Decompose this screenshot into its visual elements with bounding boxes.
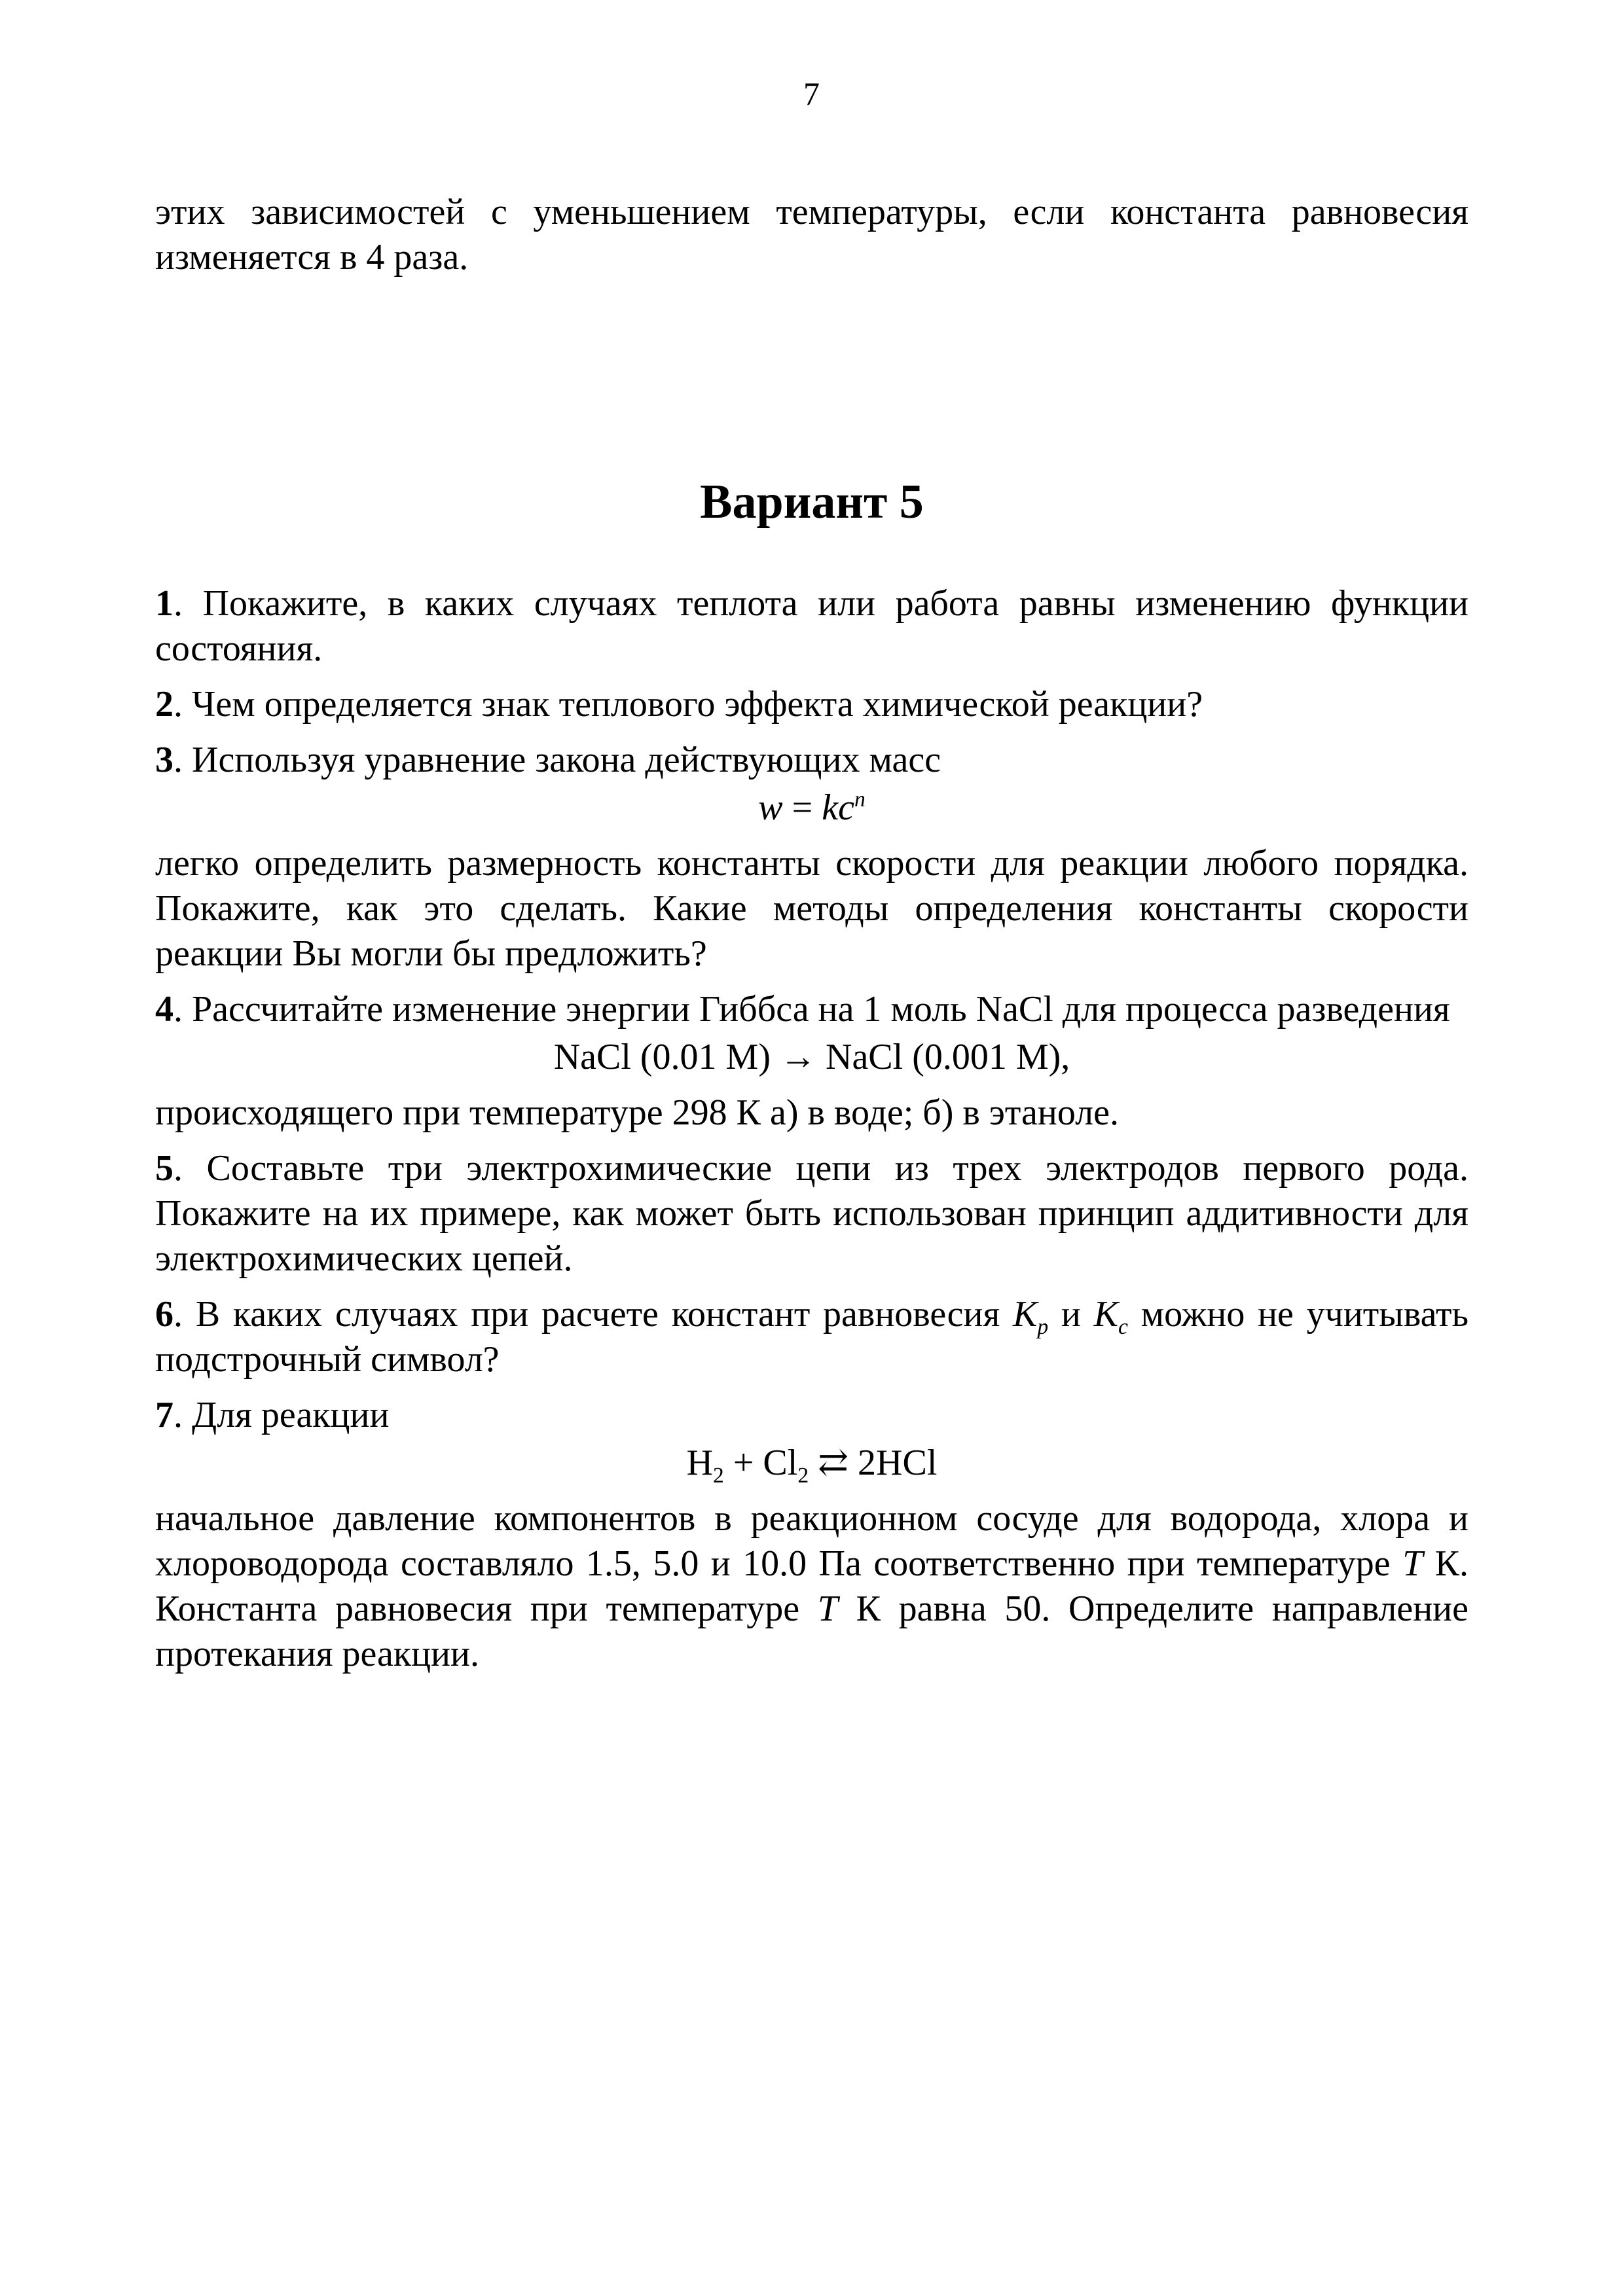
question-1-text (155, 581, 1468, 672)
kp-symbol: K (1013, 1294, 1038, 1335)
dilution-formula: NaCl (0.01 M) → NaCl (0.001 M), (553, 1037, 1070, 1077)
question-text: . В каких случаях при расчете констант равновесия (173, 1294, 1013, 1335)
equilibrium-arrow-icon: ⇄ (809, 1443, 858, 1483)
page-content (155, 190, 1468, 1687)
question-number: 6 (155, 1294, 173, 1335)
question-text: . Покажите, в каких случаях теплота или работа равны изменению функции состояния. (155, 583, 1468, 669)
question-4-text (155, 987, 1468, 1032)
question-5-text (155, 1146, 1468, 1282)
continuation-text: начальное давление компонентов в реакционном сосуде для водорода, хлора и хлороводорода составляло 1.5, 5.0 и 10.0 Па соответственно при температуре (155, 1498, 1468, 1584)
question-number: 4 (155, 989, 173, 1030)
temperature-symbol: T (1402, 1543, 1423, 1584)
question-number: 7 (155, 1395, 173, 1435)
question-7-text (155, 1393, 1468, 1438)
temperature-symbol: T (817, 1588, 838, 1629)
question-3-text (155, 738, 1468, 783)
question-2 (155, 682, 1468, 727)
formula-hydrogen: H (686, 1443, 714, 1483)
continuation-text: К. Константа равновесия при температуре (155, 1543, 1468, 1629)
question-text: . Составьте три электрохимические цепи из трех электродов первого рода. Покажите на их примере, как может быть использован принцип аддитивности для электрохимических цепей. (155, 1148, 1468, 1279)
question-text: . Используя уравнение закона действующих масс (173, 740, 941, 780)
question-text: . Чем определяется знак теплового эффекта химической реакции? (173, 684, 1203, 725)
question-7-continuation (155, 1496, 1468, 1677)
reaction-formula (155, 1441, 1468, 1486)
intro-paragraph: этих зависимостей с уменьшением температуры, если константа равновесия изменяется в 4 раза. (155, 192, 1468, 278)
question-3 (155, 738, 1468, 977)
question-7 (155, 1393, 1468, 1677)
question-4-continuation: происходящего при температуре 298 К а) в воде; б) в этаноле. (155, 1092, 1119, 1133)
section-title: Вариант 5 (700, 475, 924, 529)
question-number: 1 (155, 583, 173, 624)
question-text-and: и (1048, 1294, 1094, 1335)
kc-symbol: K (1093, 1294, 1118, 1335)
formula-chlorine-subscript: 2 (797, 1463, 809, 1488)
formula-product: 2HCl (858, 1443, 938, 1483)
question-text: . Рассчитайте изменение энергии Гиббса на 1 моль NaCl для процесса разведения (173, 989, 1450, 1030)
question-number: 5 (155, 1148, 173, 1189)
question-3-continuation: легко определить размерность константы скорости для реакции любого порядка. Покажите, как это сделать. Какие методы определения константы скорости реакции Вы могли бы предложить? (155, 843, 1468, 974)
question-text-end: можно не учитывать подстрочный символ? (155, 1294, 1469, 1380)
continuation-text: К равна 50. Определите направление протекания реакции. (155, 1588, 1468, 1674)
question-2-text (155, 682, 1468, 727)
page-number: 7 (803, 75, 820, 112)
formula-chlorine: + Cl (723, 1443, 798, 1483)
question-number: 2 (155, 684, 173, 725)
question-text: . Для реакции (173, 1395, 390, 1435)
formula-rhs: kc (822, 787, 854, 828)
question-4 (155, 987, 1468, 1136)
formula-exponent: n (854, 787, 866, 812)
question-6 (155, 1292, 1468, 1382)
formula-equals: = (782, 787, 822, 828)
question-number: 3 (155, 740, 173, 780)
question-6-text (155, 1292, 1468, 1382)
formula-hydrogen-subscript: 2 (713, 1463, 724, 1488)
question-1 (155, 581, 1468, 672)
formula-lhs: w (758, 787, 783, 828)
kc-subscript: c (1118, 1314, 1128, 1339)
kp-subscript: p (1037, 1314, 1049, 1339)
rate-law-formula (155, 785, 1468, 831)
question-5 (155, 1146, 1468, 1282)
